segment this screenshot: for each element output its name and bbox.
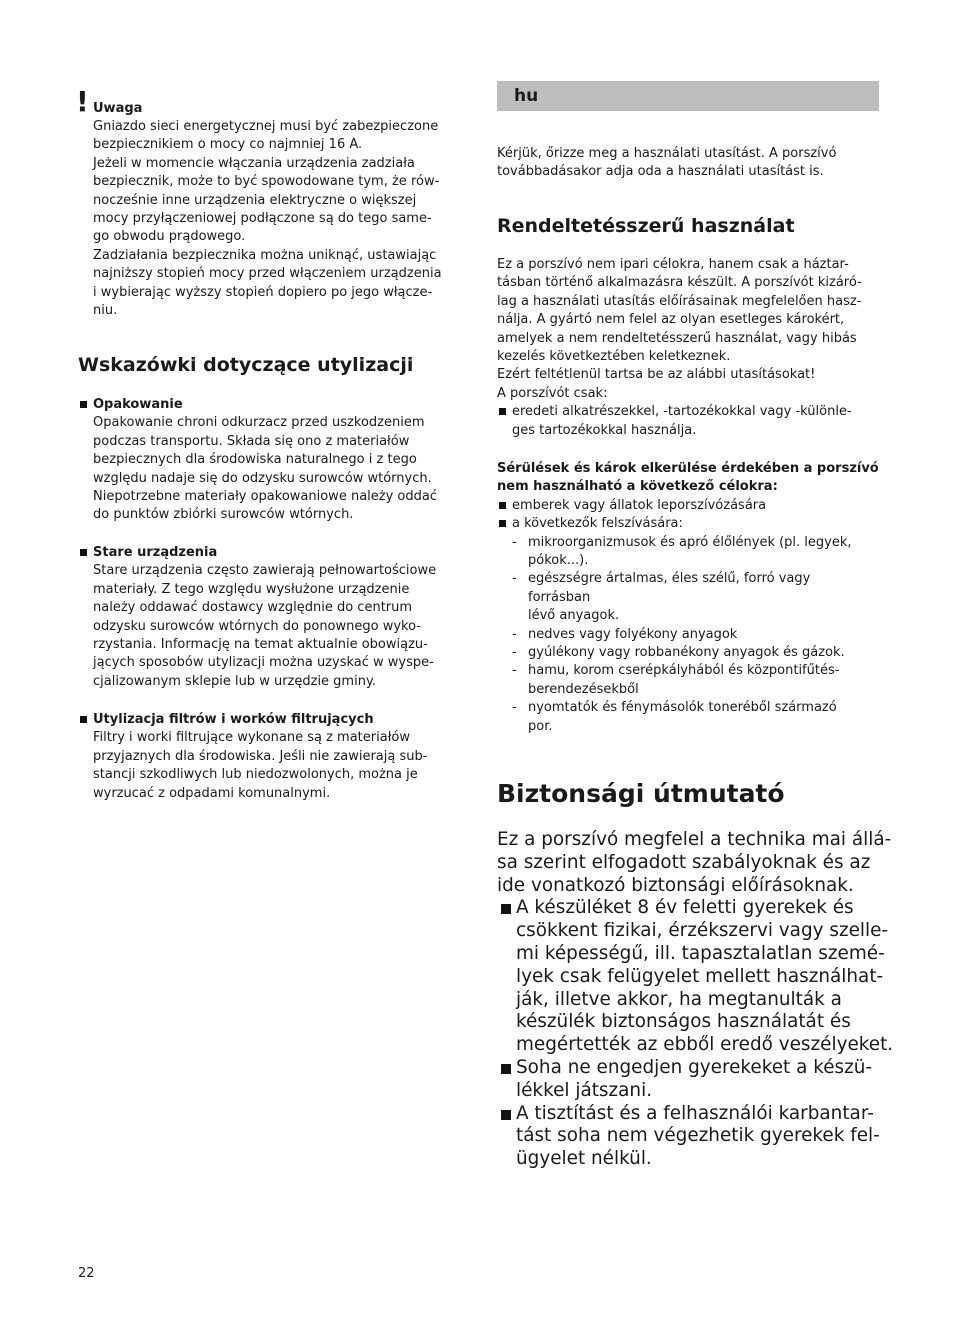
dash-item-text: gyúlékony vagy robbanékony anyagok és gázok.: [528, 645, 845, 661]
text-line: továbbadásakor adja oda a használati utasítást is.: [497, 164, 824, 180]
text-line: Ezért feltétlenül tartsa be az alábbi utasításokat!: [497, 367, 816, 383]
bullet-item: [497, 403, 862, 421]
dash-item-text: hamu, korom cserépkályhából és központifűtés-: [528, 663, 840, 679]
text-line: Stare urządzenia często zawierają pełnowartościowe: [93, 563, 437, 579]
text-line: lyek csak felügyelet mellett használhat-: [516, 965, 884, 987]
text-line: Zadziałania bezpiecznika można uniknąć, ustawiając: [93, 247, 437, 263]
dash-item: [497, 534, 879, 552]
misuse-heading-line: nem használható a következő célokra:: [497, 479, 778, 495]
dash-item-text: mikroorganizmusok és apró élőlények (pl. legyek,: [528, 534, 852, 550]
disposal-item-packaging: [78, 396, 437, 525]
text-line: ges tartozékokkal használja.: [512, 422, 697, 438]
language-bar: [497, 81, 879, 111]
page-number: 22: [78, 1266, 95, 1281]
text-line: i wybierając wyższy stopień dopiero po jego włącze-: [93, 284, 433, 300]
text-line: stancji szkodliwych lub niedozwolonych, można je: [93, 767, 418, 783]
dash-bullet-icon: -: [512, 626, 517, 642]
text-line: pókok...).: [528, 553, 589, 569]
text-line: ügyelet nélkül.: [516, 1148, 652, 1170]
bullet-text: A készüléket 8 év feletti gyerekek és: [516, 897, 854, 919]
text-line: do punktów zbiórki surowców wtórnych.: [93, 507, 354, 523]
safety-section: [497, 829, 893, 1171]
text-line: Ez a porszívó nem ipari célokra, hanem csak a háztar-: [497, 257, 849, 272]
bullet-title-text: Opakowanie: [93, 397, 183, 412]
bullet-text: A tisztítást és a felhasználói karbantar-: [516, 1102, 874, 1124]
dash-item-text: nyomtatók és fénymásolók toneréből származó: [528, 700, 837, 716]
text-line: por.: [528, 718, 553, 734]
text-line: bezpiecznych dla środowiska naturalnego i z tego: [93, 452, 417, 468]
safety-bullet: [497, 897, 893, 920]
text-line: lékkel játszani.: [516, 1079, 653, 1101]
disposal-item-old-appliances: [78, 544, 436, 691]
text-line: go obwodu prądowego.: [93, 229, 246, 245]
bullet-item: [497, 515, 879, 533]
text-line: tást soha nem végezhetik gyerekek fel-: [516, 1125, 880, 1147]
dash-item: [497, 662, 879, 680]
bullet-title-text: Utylizacja filtrów i worków filtrujących: [93, 712, 374, 727]
text-line: Opakowanie chroni odkurzacz przed uszkodzeniem: [93, 415, 425, 431]
square-bullet-icon: [499, 520, 506, 527]
text-line: najniższy stopień mocy przed włączeniem urządzenia: [93, 266, 442, 282]
text-line: kezelés következtében keletkeznek.: [497, 349, 731, 365]
dash-item-text: egészségre ártalmas, éles szélű, forró vagy: [528, 571, 811, 587]
text-line: csökkent fizikai, érzékszervi vagy szelle-: [516, 920, 889, 942]
disposal-heading: Wskazówki dotyczące utylizacji: [78, 354, 414, 376]
bullet-title-text: Stare urządzenia: [93, 545, 218, 560]
text-line: forrásban: [528, 589, 591, 605]
intended-use-heading: Rendeltetésszerű használat: [497, 215, 795, 237]
text-line: Gniazdo sieci energetycznej musi być zabezpieczone: [93, 119, 439, 134]
intro-paragraph: [497, 145, 836, 182]
text-line: berendezésekből: [528, 681, 639, 697]
text-line: jących sposobów utylizacji można uzyskać w wyspe-: [93, 655, 434, 671]
text-line: cjalizowanym sklepie lub w urzędzie gminy.: [93, 673, 376, 689]
text-line: lag a használati utasítás előírásainak megfelelően hasz-: [497, 293, 862, 309]
bullet-item: [497, 497, 879, 515]
text-line: lévő anyagok.: [528, 608, 620, 624]
text-line: wyrzucać z odpadami komunalnymi.: [93, 785, 331, 801]
text-line: należy oddawać dostawcy względnie do centrum: [93, 600, 413, 616]
bullet-text: Soha ne engedjen gyerekeket a készü-: [516, 1056, 873, 1078]
dash-bullet-icon: -: [512, 534, 517, 550]
dash-item: [497, 626, 879, 644]
warning-title: Uwaga: [93, 101, 143, 116]
warning-exclamation-icon: !: [76, 85, 89, 118]
text-line: ják, illetve akkor, ha megtanulták a: [516, 988, 842, 1010]
text-line: nálja. A gyártó nem felel az olyan esetleges károkért,: [497, 312, 845, 328]
text-line: Kérjük, őrizze meg a használati utasítást. A porszívó: [497, 146, 837, 161]
safety-bullet: [497, 1057, 893, 1080]
bullet-text: emberek vagy állatok leporszívózására: [512, 497, 767, 513]
disposal-item-filters: [78, 711, 427, 803]
square-bullet-icon: [80, 549, 87, 556]
text-line: bezpiecznik, może to być spowodowane tym, że rów-: [93, 174, 440, 190]
dash-item-text: nedves vagy folyékony anyagok: [528, 626, 738, 642]
text-line: materiały. Z tego względu wysłużone urządzenie: [93, 581, 410, 597]
text-line: odzysku surowców wtórnych do ponownego wyko-: [93, 618, 421, 634]
language-code: hu: [514, 86, 539, 106]
bullet-title: [78, 396, 437, 414]
bullet-text: a következők felszívására:: [512, 516, 683, 532]
text-line: tásban történő alkalmazásra készült. A porszívót kizáró-: [497, 275, 862, 291]
dash-item: [497, 699, 879, 717]
text-line: nocześnie inne urządzenia elektryczne o większej: [93, 192, 417, 208]
dash-bullet-icon: -: [512, 700, 517, 716]
square-bullet-icon: [80, 401, 87, 408]
misuse-section: [497, 460, 879, 736]
text-line: amelyek a nem rendeltetésszerű használat, vagy hibás: [497, 330, 857, 346]
text-line: mocy przyłączeniowej podłączone są do tego same-: [93, 211, 432, 227]
square-bullet-icon: [80, 716, 87, 723]
bullet-text: eredeti alkatrészekkel, -tartozékokkal vagy -különle-: [512, 404, 852, 420]
dash-bullet-icon: -: [512, 645, 517, 661]
text-line: podczas transportu. Składa się ono z materiałów: [93, 433, 410, 449]
intended-use-section: [497, 256, 862, 440]
square-bullet-icon: [501, 1064, 511, 1074]
safety-bullet: [497, 1103, 893, 1126]
dash-bullet-icon: -: [512, 663, 517, 679]
text-line: Filtry i worki filtrujące wykonane są z materiałów: [93, 730, 410, 746]
square-bullet-icon: [499, 408, 506, 415]
dash-item: [497, 570, 879, 588]
text-line: Niepotrzebne materiały opakowaniowe należy oddać: [93, 489, 437, 505]
safety-heading: Biztonsági útmutató: [497, 779, 785, 808]
square-bullet-icon: [499, 502, 506, 509]
dash-bullet-icon: -: [512, 571, 517, 587]
text-line: Ez a porszívó megfelel a technika mai állá-: [497, 829, 892, 850]
text-line: megértették az ebből eredő veszélyeket.: [516, 1034, 894, 1056]
text-line: sa szerint elfogadott szabályoknak és az: [497, 851, 871, 873]
text-line: készülék biztonságos használatát és: [516, 1011, 851, 1033]
text-line: mi képességű, ill. tapasztalatlan szemé-: [516, 942, 885, 964]
square-bullet-icon: [501, 1110, 511, 1120]
bullet-title: [78, 711, 427, 729]
text-line: niu.: [93, 303, 118, 319]
text-line: względu nadaje się do odzysku surowców wtórnych.: [93, 470, 432, 486]
text-line: rzystania. Informację na temat aktualnie obowiązu-: [93, 637, 428, 653]
warning-text: [93, 118, 442, 320]
text-line: bezpiecznikiem o mocy co najmniej 16 A.: [93, 137, 363, 153]
text-line: Jeżeli w momencie włączania urządzenia zadziała: [93, 155, 415, 171]
misuse-heading-line: Sérülések és károk elkerülése érdekében a porszívó: [497, 461, 879, 476]
square-bullet-icon: [501, 904, 511, 914]
text-line: ide vonatkozó biztonsági előírásoknak.: [497, 874, 854, 896]
bullet-title: [78, 544, 436, 562]
text-line: przyjaznych dla środowiska. Jeśli nie zawierają sub-: [93, 748, 428, 764]
dash-item: [497, 644, 879, 662]
text-line: A porszívót csak:: [497, 385, 608, 401]
